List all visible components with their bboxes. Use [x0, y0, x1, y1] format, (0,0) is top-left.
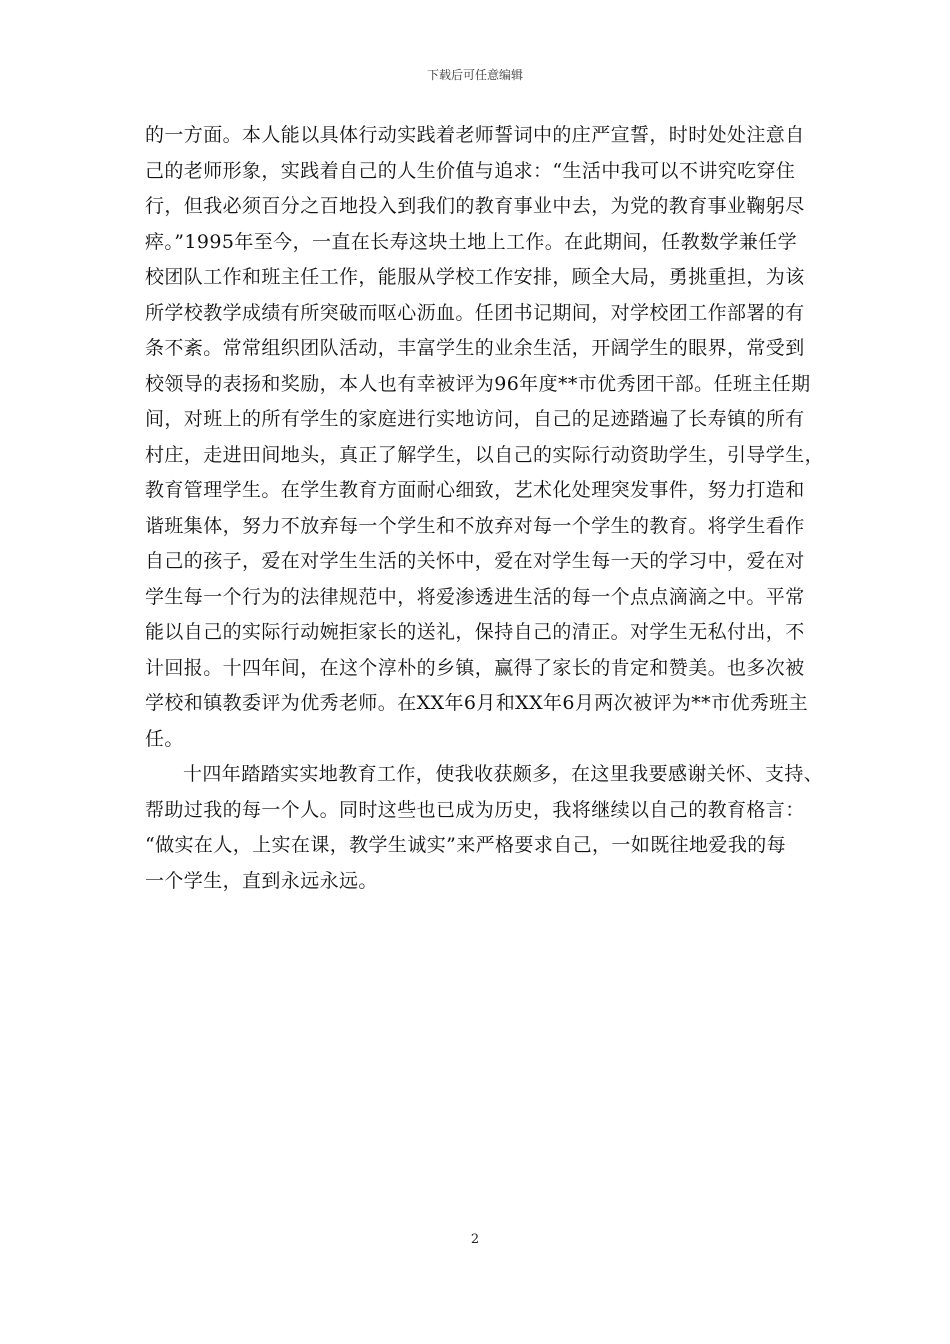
text-line: 帮助过我的每一个人。同时这些也已成为历史，我将继续以自己的教育格言： [145, 798, 805, 821]
text-line: 间，对班上的所有学生的家庭进行实地访问，自己的足迹踏遍了长寿镇的所有 [145, 408, 805, 430]
document-body [145, 118, 825, 899]
text-line: 所学校教学成绩有所突破而呕心沥血。任团书记期间，对学校团工作部署的有 [145, 301, 805, 324]
text-line: 谐班集体，努力不放弃每一个学生和不放弃对每一个学生的教育。将学生看作 [145, 514, 805, 537]
text-line: 己的老师形象，实践着自己的人生价值与追求：“生活中我可以不讲究吃穿住 [145, 159, 796, 182]
text-line: 教育管理学生。在学生教育方面耐心细致，艺术化处理突发事件，努力打造和 [145, 479, 805, 501]
text-line: “做实在人，上实在课，教学生诚实”来严格要求自己，一如既往地爱我的每 [145, 834, 787, 856]
text-line: 的一方面。本人能以具体行动实践着老师誓词中的庄严宣誓，时时处处注意自 [145, 124, 805, 146]
text-line: 能以自己的实际行动婉拒家长的送礼，保持自己的清正。对学生无私付出，不 [145, 621, 805, 643]
text-line: 行，但我必须百分之百地投入到我们的教育事业中去，为党的教育事业鞠躬尽 [145, 195, 805, 217]
text-line: 任。 [145, 727, 184, 750]
text-line: 村庄，走进田间地头，真正了解学生，以自己的实际行动资助学生，引导学生， [145, 443, 825, 466]
text-line: 瘁。”1995年至今，一直在长寿这块土地上工作。在此期间，任教数学兼任学 [145, 230, 797, 253]
paragraph-1 [145, 118, 825, 757]
text-line: 校领导的表扬和奖励，本人也有幸被评为96年度**市优秀团干部。任班主任期 [145, 372, 811, 395]
page-header: 下载后可任意编辑 [426, 68, 523, 82]
paragraph-2 [145, 757, 824, 899]
text-line: 学生每一个行为的法律规范中，将爱渗透进生活的每一个点点滴滴之中。平常 [145, 585, 805, 608]
page-number: 2 [470, 1232, 480, 1247]
text-line: 条不紊。常常组织团队活动，丰富学生的业余生活，开阔学生的眼界，常受到 [145, 337, 805, 359]
text-line: 学校和镇教委评为优秀老师。在XX年6月和XX年6月两次被评为**市优秀班主 [145, 692, 809, 714]
text-line: 计回报。十四年间，在这个淳朴的乡镇，赢得了家长的肯定和赞美。也多次被 [145, 656, 805, 679]
text-line: 十四年踏踏实实地教育工作，使我收获颇多，在这里我要感谢关怀、支持、 [183, 763, 824, 785]
text-line: 自己的孩子，爱在对学生生活的关怀中，爱在对学生每一天的学习中，爱在对 [145, 550, 805, 572]
text-line: 一个学生，直到永远永远。 [145, 869, 378, 892]
text-line: 校团队工作和班主任工作，能服从学校工作安排，顾全大局，勇挑重担，为该 [145, 266, 805, 288]
